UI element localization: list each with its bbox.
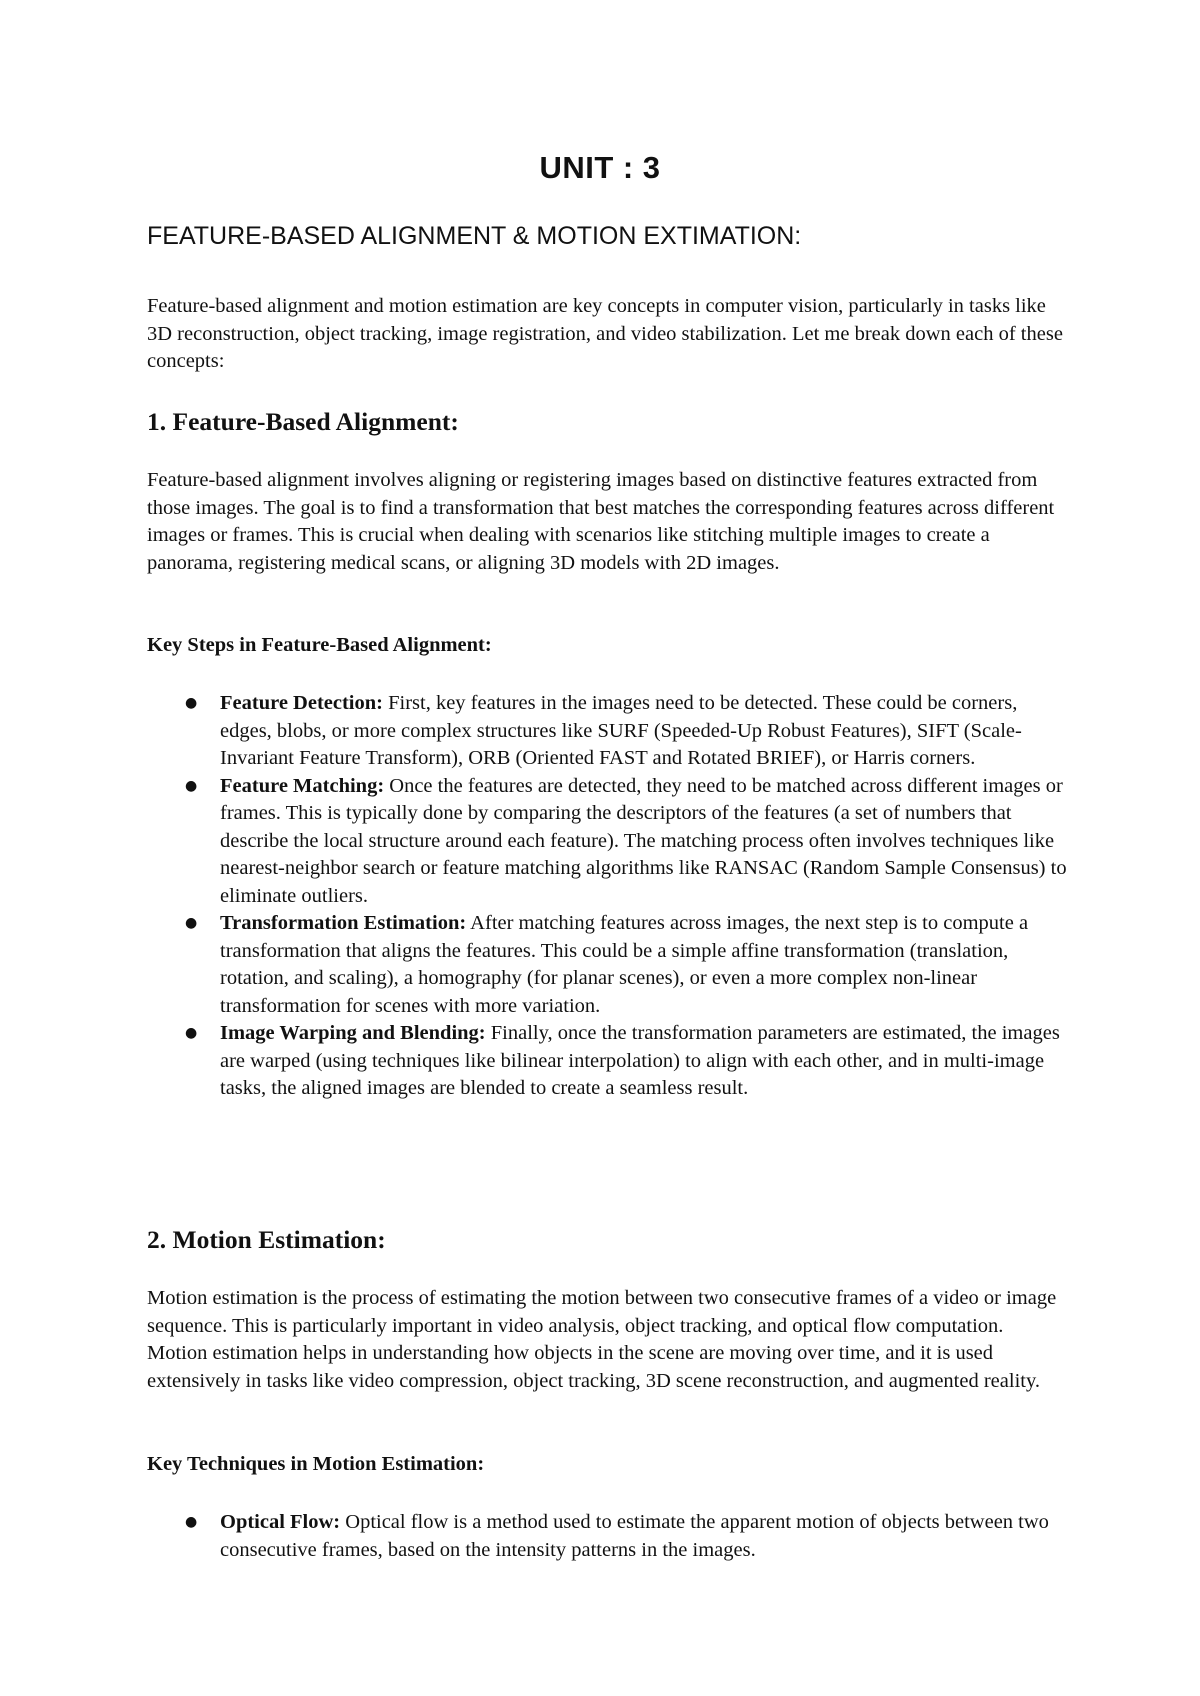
list-item [147, 690, 1067, 773]
bullet-term: Image Warping and Blending: [220, 1022, 486, 1044]
unit-title: UNIT : 3 [539, 150, 661, 185]
list-item [147, 773, 1067, 911]
bullet-term: Optical Flow: [220, 1511, 341, 1533]
bullet-text: Once the features are detected, they need to be matched across different images or frames. This is typically done by comparing the descriptors of the features (a set of numbers that describe the local structure around each feature). The matching process often involves techniques like nearest-neighbor search or feature matching algorithms like RANSAC (Random Sample Consensus) to eliminate outliers. [220, 774, 1067, 907]
bullet-term: Transformation Estimation: [220, 912, 467, 934]
list-item [147, 1509, 1067, 1564]
bullet-icon: ● [185, 777, 198, 794]
bullet-term: Feature Matching: [220, 774, 385, 797]
bullet-icon: ● [185, 915, 198, 931]
bullet-text: Optical flow is a method used to estimate the apparent motion of objects between two consecutive frames, based on the intensity patterns in the images. [220, 1511, 1049, 1561]
document-heading: FEATURE-BASED ALIGNMENT & MOTION EXTIMATION: [147, 222, 802, 250]
bullet-icon: ● [185, 695, 198, 711]
bullet-icon: ● [185, 1514, 198, 1530]
bullet-term: Feature Detection: [220, 692, 383, 714]
section-1-paragraph: Feature-based alignment involves aligning or registering images based on distinctive features extracted from those images. The goal is to find a transformation that best matches the corresponding features across different images or frames. This is crucial when dealing with scenarios like stitching multiple images to create a panorama, registering medical scans, or aligning 3D models with 2D images. [147, 469, 1055, 574]
bullet-icon: ● [185, 1025, 198, 1041]
list-item [147, 910, 1067, 1020]
section-1-bullet-list [147, 690, 1067, 1103]
section-2-subheading: Key Techniques in Motion Estimation: [147, 1453, 485, 1475]
intro-paragraph: Feature-based alignment and motion estimation are key concepts in computer vision, particularly in tasks like 3D reconstruction, object tracking, image registration, and video stabilization. Let me break down each of these concepts: [147, 295, 1063, 372]
bullet-text: First, key features in the images need to be detected. These could be corners, edges, blobs, or more complex structures like SURF (Speeded-Up Robust Features), SIFT (Scale-Invariant Feature Transform), ORB (Oriented FAST and Rotated BRIEF), or Harris corners. [220, 692, 1022, 769]
bullet-text: After matching features across images, the next step is to compute a transformation that aligns the features. This could be a simple affine transformation (translation, rotation, and scaling), a homography (for planar scenes), or even a more complex non-linear transformation for scenes with more variation. [220, 912, 1029, 1017]
section-2-paragraph: Motion estimation is the process of estimating the motion between two consecutive frames of a video or image sequence. This is particularly important in video analysis, object tracking, and optical flow computation. Motion estimation helps in understanding how objects in the scene are moving over time, and it is used extensively in tasks like video compression, object tracking, 3D scene reconstruction, and augmented reality. [147, 1287, 1057, 1392]
section-1-heading: 1. Feature-Based Alignment: [147, 407, 459, 436]
bullet-text: Finally, once the transformation parameters are estimated, the images are warped (using techniques like bilinear interpolation) to align with each other, and in multi-image tasks, the aligned images are blended to create a seamless result. [220, 1022, 1060, 1099]
section-1-subheading: Key Steps in Feature-Based Alignment: [147, 634, 492, 656]
section-2-heading: 2. Motion Estimation: [147, 1225, 386, 1254]
section-2-bullet-list [147, 1509, 1067, 1564]
list-item [147, 1020, 1067, 1103]
